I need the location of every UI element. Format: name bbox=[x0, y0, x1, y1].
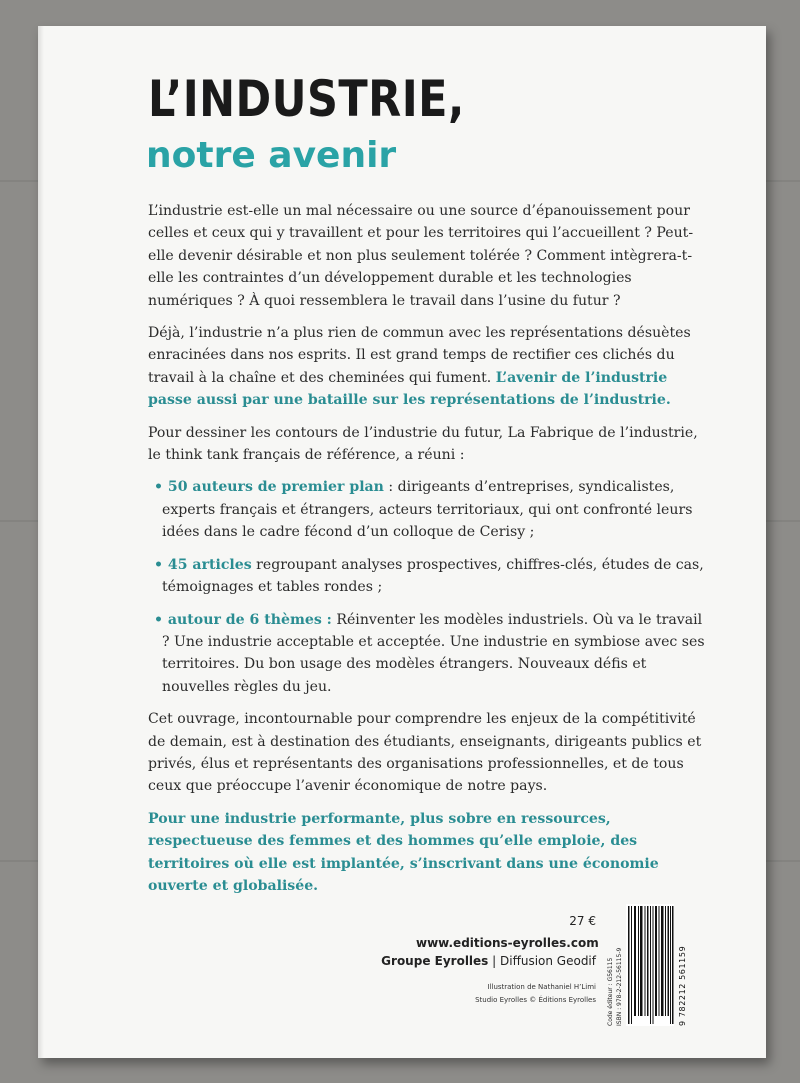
book-title: L’INDUSTRIE, bbox=[148, 70, 465, 128]
bullet-text: : dirigeants d’entreprises, syndicalistes, experts français et étrangers, acteurs territoriaux, qui ont confronté leurs idées dans le cadre fécond d’un colloque de Cerisy ; bbox=[162, 479, 693, 541]
publisher-line bbox=[376, 954, 596, 968]
paragraph-audience: Cet ouvrage, incontournable pour comprendre les enjeux de la compétitivité de demain, est à destination des étudiants, enseignants, dirigeants publics et privés, élus et représentants des organisations professionnelles, et de tous ceux que préoccupe l’avenir économique de notre pays. bbox=[148, 711, 702, 795]
paragraph-fabrique: Pour dessiner les contours de l’industrie du futur, La Fabrique de l’industrie, le think tank français de référence, a réuni : bbox=[148, 424, 698, 464]
bullet-articles bbox=[148, 554, 710, 599]
paragraph-text: Déjà, l’industrie n’a plus rien de commun avec les représentations désuètes enracinées dans nos esprits. Il est grand temps de rectifier ces clichés du travail à la chaîne et des cheminées qui fument. bbox=[148, 325, 691, 386]
price-label: 27 € bbox=[569, 914, 596, 928]
paragraph-representations bbox=[148, 322, 710, 412]
paragraph-intro: L’industrie est-elle un mal nécessaire ou une source d’épanouissement pour celles et ceux qui y travaillent et pour les territoires qui l’accueillent ? Peut-elle devenir désirable et non plus seulement tolérée ? Comment intègrera-t-elle les contraintes d’un développement durable et les technologies numériques ? À quoi ressemblera le travail dans l’usine du futur ? bbox=[148, 203, 694, 309]
bullet-highlight: • autour de 6 thèmes : bbox=[154, 611, 332, 628]
distributor-name: | Diffusion Geodif bbox=[488, 954, 596, 968]
paragraph-conclusion: Pour une industrie performante, plus sobre en ressources, respectueuse des femmes et des hommes qu’elle emploie, des territoires où elle est implantée, s’inscrivant dans une économie ouverte et globalisée. bbox=[148, 810, 659, 894]
isbn-number: ISBN : 978-2-212-56115-9 bbox=[616, 947, 623, 1026]
bullet-authors bbox=[148, 476, 710, 543]
bullet-highlight: • 45 articles bbox=[154, 556, 252, 573]
publisher-name: Groupe Eyrolles bbox=[381, 954, 489, 968]
bullet-text: regroupant analyses prospectives, chiffres-clés, études de cas, témoignages et tables rondes ; bbox=[162, 556, 704, 596]
book-subtitle: notre avenir bbox=[146, 135, 397, 176]
illustration-credit: Illustration de Nathaniel H’Limi bbox=[487, 983, 596, 991]
barcode bbox=[626, 904, 674, 1026]
blurb bbox=[148, 200, 710, 907]
highlight-text: L’avenir de l’industrie passe aussi par une bataille sur les représentations de l’industrie. bbox=[148, 369, 671, 409]
bullet-highlight: • 50 auteurs de premier plan bbox=[154, 479, 384, 496]
bullet-text: Réinventer les modèles industriels. Où va le travail ? Une industrie acceptable et acceptée. Une industrie en symbiose avec ses territoires. Du bon usage des modèles étrangers. Nouveaux défis et nouvelles règles du jeu. bbox=[162, 611, 705, 695]
publisher-website: www.editions-eyrolles.com bbox=[416, 936, 599, 950]
spine-shadow bbox=[38, 26, 44, 1058]
isbn-block bbox=[606, 906, 624, 1026]
studio-credit: Studio Eyrolles © Éditions Eyrolles bbox=[475, 996, 596, 1004]
code-editeur: Code éditeur : G56115 bbox=[607, 957, 614, 1026]
book-back-cover bbox=[38, 26, 766, 1058]
bullet-themes bbox=[148, 609, 710, 699]
barcode-digits: 9 782212 561159 bbox=[678, 945, 687, 1026]
